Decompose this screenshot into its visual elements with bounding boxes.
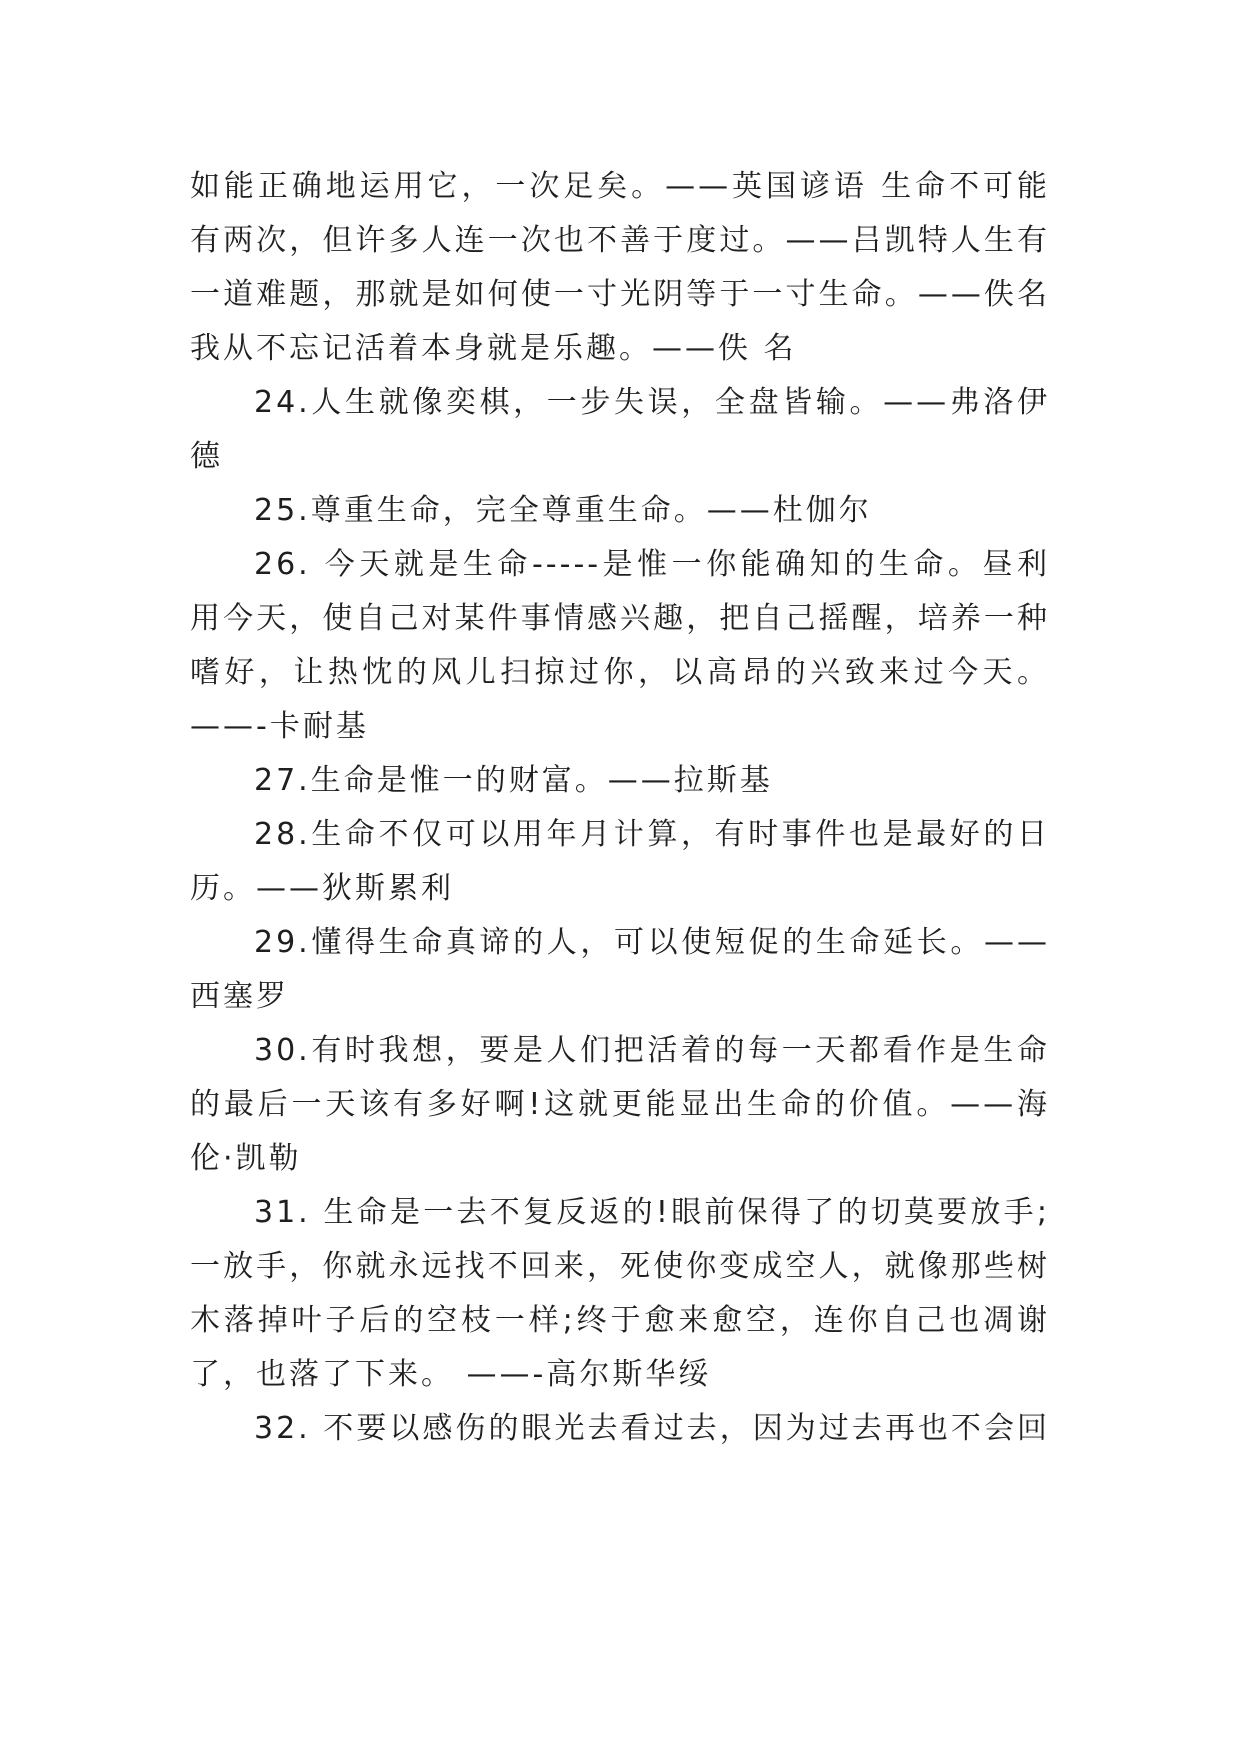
text-line: 嗜好，让热忱的风儿扫掠过你，以高昂的兴致来过今天。 (190, 655, 1050, 690)
text-line: 28.生命不仅可以用年月计算，有时事件也是最好的日 (254, 817, 1050, 852)
text-line: 29.懂得生命真谛的人，可以使短促的生命延长。—— (254, 925, 1050, 960)
text-line: 25.尊重生命，完全尊重生命。——杜伽尔 (254, 493, 872, 528)
text-line: 德 (190, 439, 223, 474)
text-line: ——-卡耐基 (190, 709, 369, 744)
text-line: 如能正确地运用它，一次足矣。——英国谚语 生命不可能 (190, 169, 1050, 204)
text-line: 有两次，但许多人连一次也不善于度过。——吕凯特人生有 (190, 223, 1050, 258)
text-line: 31. 生命是一去不复反返的!眼前保得了的切莫要放手; (254, 1195, 1050, 1230)
text-line: 了，也落了下来。 ——-高尔斯华绥 (190, 1357, 712, 1392)
text-line: 历。——狄斯累利 (190, 871, 454, 906)
text-line: 24.人生就像奕棋，一步失误，全盘皆输。——弗洛伊 (254, 385, 1050, 420)
text-line: 27.生命是惟一的财富。——拉斯基 (254, 763, 773, 798)
text-line: 30.有时我想，要是人们把活着的每一天都看作是生命 (254, 1033, 1050, 1068)
text-line: 用今天，使自己对某件事情感兴趣，把自己摇醒，培养一种 (190, 601, 1050, 636)
text-line: 西塞罗 (190, 979, 289, 1014)
text-line: 我从不忘记活着本身就是乐趣。——佚 名 (190, 331, 797, 366)
text-line: 26. 今天就是生命-----是惟一你能确知的生命。昼利 (254, 547, 1050, 582)
text-line: 伦·凯勒 (190, 1141, 302, 1176)
text-line: 的最后一天该有多好啊!这就更能显出生命的价值。——海 (190, 1087, 1050, 1122)
text-line: 木落掉叶子后的空枝一样;终于愈来愈空，连你自己也凋谢 (190, 1303, 1050, 1338)
text-line: 一道难题，那就是如何使一寸光阴等于一寸生命。——佚名 (190, 277, 1050, 312)
text-line: 一放手，你就永远找不回来，死使你变成空人，就像那些树 (190, 1249, 1050, 1284)
text-line: 32. 不要以感伤的眼光去看过去，因为过去再也不会回 (254, 1411, 1050, 1446)
